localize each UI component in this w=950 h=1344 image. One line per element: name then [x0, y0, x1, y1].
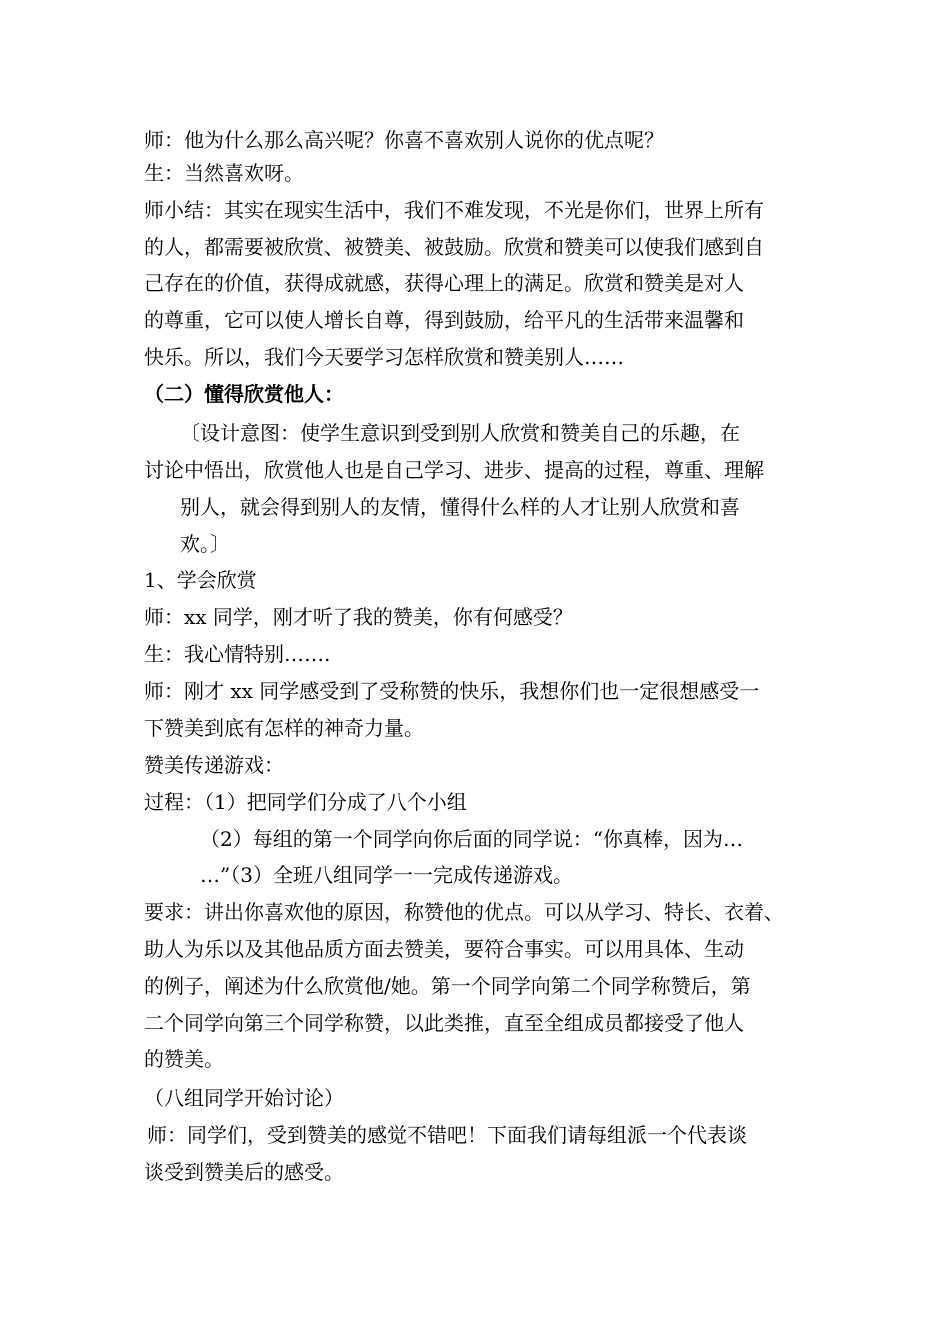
text-line: 谈受到赞美后的感受。	[144, 1160, 344, 1184]
design-intent-line: 〔设计意图：使学生意识到受到别人欣赏和赞美自己的乐趣，在	[180, 421, 740, 445]
text-line: 己存在的价值，获得成就感，获得心理上的满足。欣赏和赞美是对人	[144, 271, 744, 295]
text-line: 师：同学们，受到赞美的感觉不错吧！下面我们请每组派一个代表谈	[147, 1123, 747, 1147]
text-line: 生：当然喜欢呀。	[144, 161, 304, 185]
text-line: 师：他为什么那么高兴呢？你喜不喜欢别人说你的优点呢？	[144, 128, 664, 152]
subsection-heading: 1、学会欣赏	[144, 568, 257, 592]
text-line: （八组同学开始讨论）	[144, 1086, 344, 1110]
text-line: 师：刚才 xx 同学感受到了受称赞的快乐，我想你们也一定很想感受一	[144, 679, 760, 703]
text-line: 的人，都需要被欣赏、被赞美、被鼓励。欣赏和赞美可以使我们感到自	[144, 235, 764, 259]
text-line: 生：我心情特别…….	[144, 642, 331, 666]
design-intent-line: 欢。〕	[180, 532, 230, 556]
text-line: 师小结：其实在现实生活中，我们不难发现，不光是你们，世界上所有	[144, 198, 764, 222]
text-line: 要求：讲出你喜欢他的原因，称赞他的优点。可以从学习、特长、衣着、	[144, 900, 784, 924]
text-line: 的赞美。	[144, 1047, 224, 1071]
text-line: 助人为乐以及其他品质方面去赞美，要符合事实。可以用具体、生动	[144, 937, 744, 961]
text-line: （2）每组的第一个同学向你后面的同学说：“你真棒，因为…	[200, 827, 743, 851]
text-line: 的例子，阐述为什么欣赏他/她。第一个同学向第二个同学称赞后，第	[144, 974, 751, 998]
text-line: 师：xx 同学，刚才听了我的赞美，你有何感受？	[144, 605, 573, 629]
text-line: 过程：（1）把同学们分成了八个小组	[144, 790, 467, 814]
text-line: 下赞美到底有怎样的神奇力量。	[144, 716, 424, 740]
text-line: …”（3）全班八组同学一一完成传递游戏。	[200, 863, 573, 887]
text-line: 二个同学向第三个同学称赞，以此类推，直至全组成员都接受了他人	[144, 1011, 744, 1035]
text-line: 的尊重，它可以使人增长自尊，得到鼓励，给平凡的生活带来温馨和	[144, 308, 744, 332]
section-heading: （二）懂得欣赏他人：	[144, 382, 344, 406]
design-intent-line: 讨论中悟出，欣赏他人也是自己学习、进步、提高的过程，尊重、理解	[144, 458, 764, 482]
text-line: 赞美传递游戏：	[144, 753, 284, 777]
text-line: 快乐。所以，我们今天要学习怎样欣赏和赞美别人……	[144, 345, 624, 369]
design-intent-line: 别人，就会得到别人的友情，懂得什么样的人才让别人欣赏和喜	[180, 495, 740, 519]
